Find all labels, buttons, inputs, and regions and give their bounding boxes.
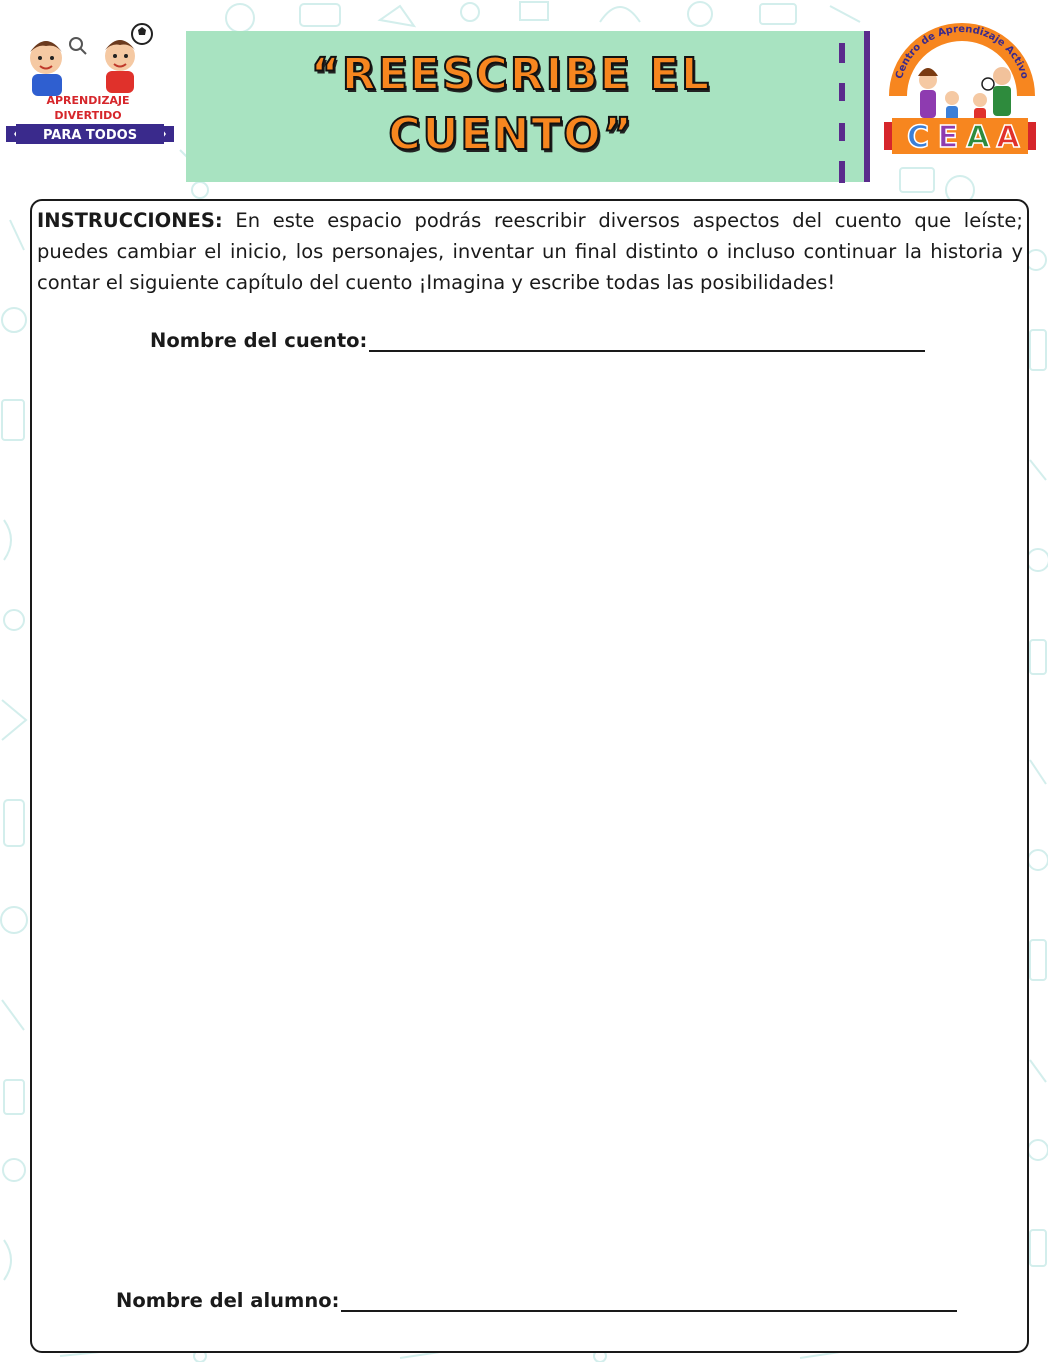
page-title — [186, 45, 836, 165]
ceaa-letter-e: E — [937, 120, 959, 155]
aprendizaje-divertido-logo — [4, 18, 176, 148]
instructions-label: INSTRUCCIONES: — [37, 209, 223, 232]
story-name-label: Nombre del cuento: — [150, 329, 368, 352]
student-name-line[interactable] — [341, 1292, 957, 1312]
instructions-paragraph — [37, 205, 1023, 298]
ceaa-letter-a1: A — [966, 120, 990, 155]
logo-ribbon-text: PARA TODOS — [42, 128, 138, 143]
ceaa-letter-a2: A — [996, 120, 1020, 155]
writing-area[interactable] — [30, 199, 1029, 1353]
title-line-2: CUENTO” — [388, 109, 634, 160]
logo-text-line2: DIVERTIDO — [54, 109, 122, 122]
logo-arc-text: Centro de Aprendizaje Activo — [894, 23, 1030, 81]
instructions-text: En este espacio podrás reescribir diversos aspectos del cuento que leíste; puedes cambiar el inicio, los personajes, inventar un final distinto o incluso continuar la historia y contar el siguiente capítulo del cuento ¡Imagina y escribe todas las posibilidades! — [37, 209, 1023, 294]
ceaa-logo — [880, 14, 1040, 164]
dashed-divider — [836, 43, 848, 183]
student-name-field[interactable] — [116, 1289, 957, 1312]
story-name-line[interactable] — [369, 332, 925, 352]
logo-text-line1: APRENDIZAJE — [46, 94, 130, 107]
title-line-1: “REESCRIBE EL — [310, 49, 712, 100]
title-banner — [186, 31, 866, 182]
purple-divider-bar — [864, 31, 870, 182]
story-name-field[interactable] — [150, 329, 925, 352]
ceaa-letter-c: C — [906, 120, 930, 155]
student-name-label: Nombre del alumno: — [116, 1289, 340, 1312]
